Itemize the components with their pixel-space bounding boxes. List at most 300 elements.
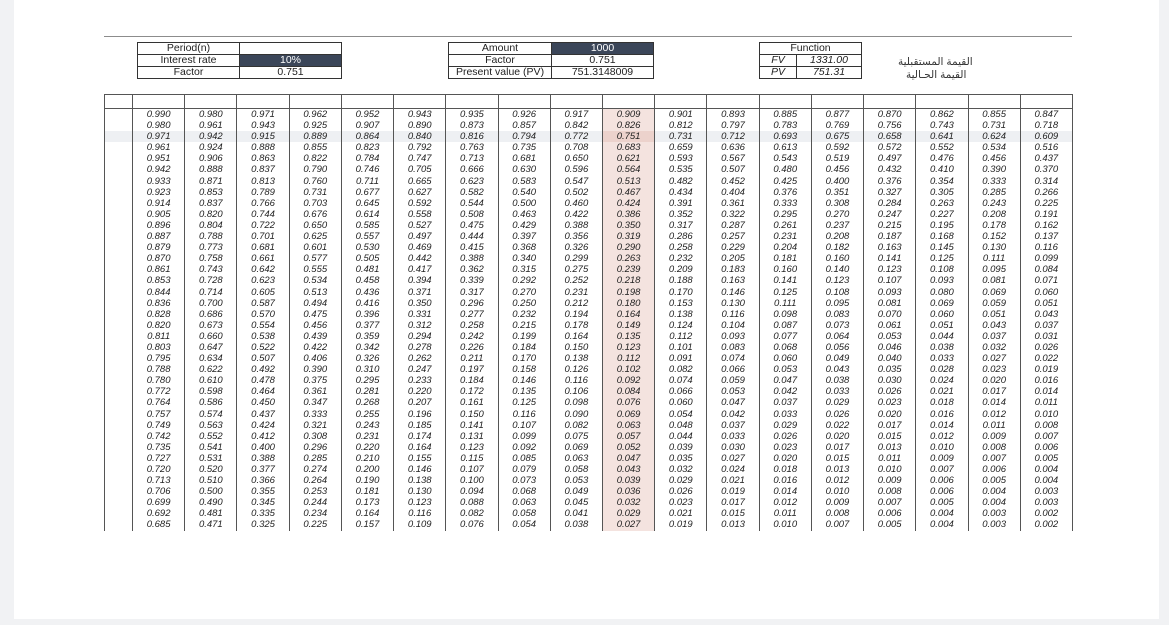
arabic-present-value-label: القيمة الحـالية: [906, 69, 967, 81]
factor-cell: 0.535: [655, 164, 707, 175]
factor-cell: 0.347: [289, 397, 341, 408]
factor-cell: 0.123: [446, 442, 498, 453]
factor-cell: 0.281: [341, 386, 393, 397]
factor-cell: 0.926: [498, 109, 550, 121]
factor-cell: 0.017: [968, 386, 1020, 397]
factor-cell: 0.016: [759, 475, 811, 486]
factor-cell: 0.508: [446, 209, 498, 220]
factor-cell: 0.425: [759, 176, 811, 187]
factor-cell: 0.295: [341, 375, 393, 386]
factor-cell: 0.149: [602, 320, 654, 331]
factor-cell: 0.108: [811, 287, 863, 298]
factor-cell: 0.924: [185, 142, 237, 153]
table-row: [105, 497, 1073, 508]
factor-cell: 0.091: [655, 353, 707, 364]
factor-cell: 0.009: [864, 475, 916, 486]
factor-cell: 0.744: [237, 209, 289, 220]
factor-cell: 0.024: [916, 375, 968, 386]
factor-cell: 0.106: [550, 386, 602, 397]
factor-cell: 0.404: [707, 187, 759, 198]
factor-cell: 0.585: [341, 220, 393, 231]
factor-cell: 0.376: [864, 176, 916, 187]
factor-cell: 0.424: [602, 198, 654, 209]
factor-cell: 0.215: [498, 320, 550, 331]
factor-cell: 0.060: [1020, 287, 1072, 298]
factor-cell: 0.008: [864, 486, 916, 497]
page-edge-bottom: [0, 619, 1169, 625]
row-header-cell: [105, 331, 133, 342]
factor-cell: 0.079: [498, 464, 550, 475]
factor-cell: 0.004: [916, 508, 968, 519]
factor-cell: 0.355: [237, 486, 289, 497]
factor-cell: 0.370: [1020, 164, 1072, 175]
factor-cell: 0.713: [446, 153, 498, 164]
factor-cell: 0.115: [446, 453, 498, 464]
factor-cell: 0.005: [864, 519, 916, 530]
factor-cell: 0.039: [655, 442, 707, 453]
factor-cell: 0.530: [341, 242, 393, 253]
factor-cell: 0.784: [341, 153, 393, 164]
factor-cell: 0.478: [237, 375, 289, 386]
factor-cell: 0.130: [968, 242, 1020, 253]
present-value-label: Present value (PV): [449, 67, 552, 79]
factor-cell: 0.510: [185, 475, 237, 486]
factor-cell: 0.647: [185, 342, 237, 353]
pv-label: PV: [760, 67, 797, 79]
factor-cell: 0.592: [811, 142, 863, 153]
factor-cell: 0.107: [864, 275, 916, 286]
factor-cell: 0.084: [1020, 264, 1072, 275]
factor-cell: 0.326: [550, 242, 602, 253]
factor-cell: 0.006: [864, 508, 916, 519]
factor-cell: 0.083: [707, 342, 759, 353]
row-header-cell: [105, 475, 133, 486]
table-row: [105, 120, 1073, 131]
factor-cell: 0.108: [916, 264, 968, 275]
factor-cell: 0.231: [759, 231, 811, 242]
factor-cell: 0.038: [811, 375, 863, 386]
period-value[interactable]: [240, 43, 342, 55]
factor-cell: 0.700: [185, 298, 237, 309]
row-header-cell: [105, 497, 133, 508]
factor-cell: 0.059: [968, 298, 1020, 309]
factor-cell: 0.321: [289, 420, 341, 431]
factor-cell: 0.820: [185, 209, 237, 220]
row-header-cell: [105, 298, 133, 309]
factor-cell: 0.803: [133, 342, 185, 353]
factor-cell: 0.764: [133, 397, 185, 408]
factor-cell: 0.181: [341, 486, 393, 497]
row-header-cell: [105, 209, 133, 220]
factor-cell: 0.041: [550, 508, 602, 519]
factor-cell: 0.394: [394, 275, 446, 286]
factor-cell: 0.598: [185, 386, 237, 397]
factor-cell: 0.731: [968, 120, 1020, 131]
factor-cell: 0.686: [185, 309, 237, 320]
factor-cell: 0.660: [185, 331, 237, 342]
header-cell: [237, 95, 289, 109]
factor-cell: 0.368: [498, 242, 550, 253]
factor-cell: 0.885: [759, 109, 811, 121]
factor-cell: 0.522: [237, 342, 289, 353]
factor-cell: 0.051: [916, 320, 968, 331]
row-header-cell: [105, 253, 133, 264]
factor-cell: 0.069: [968, 287, 1020, 298]
factor-cell: 0.220: [341, 442, 393, 453]
row-header-cell: [105, 198, 133, 209]
header-cell: [1020, 95, 1072, 109]
factor-cell: 0.270: [498, 287, 550, 298]
factor-cell: 0.185: [394, 420, 446, 431]
factor-cell: 0.043: [1020, 309, 1072, 320]
factor-cell: 0.232: [655, 253, 707, 264]
factor-cell: 0.513: [289, 287, 341, 298]
factor-cell: 0.180: [602, 298, 654, 309]
factor-cell: 0.322: [707, 209, 759, 220]
factor-cell: 0.743: [185, 264, 237, 275]
factor-cell: 0.074: [707, 353, 759, 364]
factor-cell: 0.623: [446, 176, 498, 187]
factor-cell: 0.952: [341, 109, 393, 121]
factor-cell: 0.093: [916, 275, 968, 286]
factor-cell: 0.044: [655, 431, 707, 442]
factor-cell: 0.842: [550, 120, 602, 131]
factor-cell: 0.773: [185, 242, 237, 253]
factor-cell: 0.587: [237, 298, 289, 309]
factor-cell: 0.047: [707, 397, 759, 408]
factor-cell: 0.112: [655, 331, 707, 342]
factor-cell: 0.207: [394, 397, 446, 408]
factor-cell: 0.442: [394, 253, 446, 264]
factor-cell: 0.160: [759, 264, 811, 275]
row-header-cell: [105, 309, 133, 320]
factor-cell: 0.666: [446, 164, 498, 175]
factor-cell: 0.135: [498, 386, 550, 397]
table-row: [105, 242, 1073, 253]
factor-cell: 0.027: [707, 453, 759, 464]
factor-cell: 0.102: [602, 364, 654, 375]
factor-cell: 0.823: [341, 142, 393, 153]
factor-cell: 0.772: [550, 131, 602, 142]
factor-cell: 0.570: [237, 309, 289, 320]
factor-cell: 0.146: [498, 375, 550, 386]
factor-cell: 0.572: [864, 142, 916, 153]
table-row: [105, 187, 1073, 198]
factor-cell: 0.873: [446, 120, 498, 131]
factor-cell: 0.029: [759, 420, 811, 431]
factor-cell: 0.794: [498, 131, 550, 142]
row-header-cell: [105, 420, 133, 431]
factor-cell: 0.010: [811, 486, 863, 497]
factor-cell: 0.003: [1020, 497, 1072, 508]
table-row: [105, 420, 1073, 431]
factor-cell: 0.076: [446, 519, 498, 530]
factor-cell: 0.126: [550, 364, 602, 375]
factor-cell: 0.037: [1020, 320, 1072, 331]
factor-cell: 0.708: [550, 142, 602, 153]
factor-cell: 0.005: [1020, 453, 1072, 464]
factor-cell: 0.312: [394, 320, 446, 331]
header-cell: [864, 95, 916, 109]
factor-cell: 0.123: [811, 275, 863, 286]
factor-cell: 0.610: [185, 375, 237, 386]
factor-cell: 0.677: [341, 187, 393, 198]
factor-cell: 0.544: [446, 198, 498, 209]
factor-cell: 0.006: [916, 486, 968, 497]
factor-cell: 0.116: [498, 409, 550, 420]
factor-cell: 0.417: [394, 264, 446, 275]
factor-cell: 0.242: [446, 331, 498, 342]
factor-cell: 0.540: [498, 187, 550, 198]
factor-cell: 0.361: [289, 386, 341, 397]
factor-cell: 0.004: [968, 486, 1020, 497]
fv-label: FV: [760, 55, 797, 67]
factor-label: Factor: [138, 67, 240, 79]
factor-cell: 0.377: [341, 320, 393, 331]
factor-cell: 0.059: [707, 375, 759, 386]
row-header-cell: [105, 409, 133, 420]
table-row: [105, 287, 1073, 298]
factor-cell: 0.174: [394, 431, 446, 442]
factor-cell: 0.601: [289, 242, 341, 253]
factor-cell: 0.410: [916, 164, 968, 175]
factor-cell: 0.022: [1020, 353, 1072, 364]
factor-cell: 0.400: [237, 442, 289, 453]
factor-cell: 0.933: [133, 176, 185, 187]
factor-cell: 0.295: [759, 209, 811, 220]
row-header-cell: [105, 320, 133, 331]
header-cell: [289, 95, 341, 109]
header-cell: [105, 95, 133, 109]
factor-cell: 0.030: [707, 442, 759, 453]
factor-cell: 0.901: [655, 109, 707, 121]
factor-cell: 0.335: [237, 508, 289, 519]
factor-cell: 0.220: [394, 386, 446, 397]
factor-cell: 0.636: [707, 142, 759, 153]
factor-cell: 0.032: [968, 342, 1020, 353]
factor-cell: 0.047: [602, 453, 654, 464]
factor-cell: 0.743: [916, 120, 968, 131]
factor-cell: 0.197: [446, 364, 498, 375]
table-row: [105, 486, 1073, 497]
factor-cell: 0.871: [185, 176, 237, 187]
row-header-cell: [105, 353, 133, 364]
table-row: [105, 198, 1073, 209]
table-row: [105, 231, 1073, 242]
factor-cell: 0.980: [185, 109, 237, 121]
factor-cell: 0.558: [394, 209, 446, 220]
row-header-cell: [105, 120, 133, 131]
factor-cell: 0.788: [133, 364, 185, 375]
factor-cell: 0.210: [341, 453, 393, 464]
factor-cell: 0.943: [237, 120, 289, 131]
interest-rate-value[interactable]: 10%: [240, 55, 342, 67]
factor-cell: 0.735: [498, 142, 550, 153]
factor-cell: 0.476: [916, 153, 968, 164]
factor-cell: 0.371: [394, 287, 446, 298]
factor-cell: 0.145: [916, 242, 968, 253]
factor-cell: 0.053: [864, 331, 916, 342]
factor-cell: 0.853: [185, 187, 237, 198]
factor-cell: 0.844: [133, 287, 185, 298]
factor-cell: 0.076: [602, 397, 654, 408]
factor-cell: 0.066: [707, 364, 759, 375]
factor-cell: 0.130: [707, 298, 759, 309]
factor-cell: 0.490: [185, 497, 237, 508]
factor-cell: 0.870: [133, 253, 185, 264]
factor-cell: 0.534: [289, 275, 341, 286]
factor-cell: 0.205: [707, 253, 759, 264]
factor-cell: 0.022: [811, 420, 863, 431]
factor-cell: 0.828: [133, 309, 185, 320]
factor-cell: 0.554: [237, 320, 289, 331]
function-box: [759, 42, 862, 79]
factor-cell: 0.673: [185, 320, 237, 331]
amount-value[interactable]: 1000: [552, 43, 654, 55]
factor-cell: 0.048: [655, 420, 707, 431]
factor-cell: 0.701: [237, 231, 289, 242]
factor-cell: 0.469: [394, 242, 446, 253]
amount-box: [448, 42, 654, 79]
factor-cell: 0.325: [237, 519, 289, 530]
factor-cell: 0.033: [811, 386, 863, 397]
factor-cell: 0.131: [446, 431, 498, 442]
table-row: [105, 142, 1073, 153]
factor-cell: 0.296: [289, 442, 341, 453]
row-header-cell: [105, 187, 133, 198]
factor-cell: 0.795: [133, 353, 185, 364]
factor-cell: 0.888: [237, 142, 289, 153]
factor-cell: 0.317: [655, 220, 707, 231]
factor-cell: 0.068: [759, 342, 811, 353]
factor-cell: 0.003: [968, 519, 1020, 530]
factor-cell: 0.204: [759, 242, 811, 253]
factor-cell: 0.980: [133, 120, 185, 131]
factor-cell: 0.388: [446, 253, 498, 264]
factor-cell: 0.019: [1020, 364, 1072, 375]
factor-cell: 0.422: [289, 342, 341, 353]
factor-cell: 0.014: [968, 397, 1020, 408]
factor-cell: 0.198: [602, 287, 654, 298]
header-cell: [655, 95, 707, 109]
factor-cell: 0.058: [498, 508, 550, 519]
factor-cell: 0.082: [446, 508, 498, 519]
factor-cell: 0.243: [341, 420, 393, 431]
factor-cell: 0.157: [341, 519, 393, 530]
factor-cell: 0.138: [655, 309, 707, 320]
row-header-cell: [105, 519, 133, 530]
factor-cell: 0.006: [1020, 442, 1072, 453]
table-row: [105, 508, 1073, 519]
factor-cell: 0.024: [707, 464, 759, 475]
factor-cell: 0.837: [237, 164, 289, 175]
factor-cell: 0.665: [394, 176, 446, 187]
factor-cell: 0.150: [446, 409, 498, 420]
factor-cell: 0.564: [602, 164, 654, 175]
factor-cell: 0.327: [864, 187, 916, 198]
factor-cell: 0.712: [707, 131, 759, 142]
factor-cell: 0.889: [289, 131, 341, 142]
factor-cell: 0.107: [446, 464, 498, 475]
factor-cell: 0.630: [498, 164, 550, 175]
factor-cell: 0.027: [602, 519, 654, 530]
factor-cell: 0.502: [550, 187, 602, 198]
factor-cell: 0.990: [133, 109, 185, 121]
factor-cell: 0.481: [341, 264, 393, 275]
factor-cell: 0.013: [864, 442, 916, 453]
factor-cell: 0.028: [916, 364, 968, 375]
factor-cell: 0.033: [707, 431, 759, 442]
factor-cell: 0.507: [707, 164, 759, 175]
factor-cell: 0.039: [602, 475, 654, 486]
factor-cell: 0.614: [341, 209, 393, 220]
factor-cell: 0.200: [341, 464, 393, 475]
factor-cell: 0.011: [864, 453, 916, 464]
factor-cell: 0.150: [550, 342, 602, 353]
factor-cell: 0.191: [1020, 209, 1072, 220]
factor-cell: 0.002: [1020, 519, 1072, 530]
factor-cell: 0.012: [811, 475, 863, 486]
factor-cell: 0.155: [394, 453, 446, 464]
factor-cell: 0.780: [133, 375, 185, 386]
factor-cell: 0.164: [394, 442, 446, 453]
factor-cell: 0.026: [811, 409, 863, 420]
row-header-cell: [105, 375, 133, 386]
factor-cell: 0.009: [916, 453, 968, 464]
factor-cell: 0.038: [916, 342, 968, 353]
factor-cell: 0.038: [550, 519, 602, 530]
factor-cell: 0.531: [185, 453, 237, 464]
factor-cell: 0.153: [655, 298, 707, 309]
factor-cell: 0.437: [1020, 153, 1072, 164]
factor-cell: 0.098: [550, 397, 602, 408]
row-header-cell: [105, 508, 133, 519]
factor-cell: 0.274: [289, 464, 341, 475]
factor-cell: 0.406: [289, 353, 341, 364]
factor-cell: 0.054: [498, 519, 550, 530]
factor-cell: 0.263: [602, 253, 654, 264]
factor-cell: 0.188: [655, 275, 707, 286]
factor-cell: 0.356: [550, 231, 602, 242]
row-header-cell: [105, 364, 133, 375]
factor-cell: 0.075: [550, 431, 602, 442]
row-header-cell: [105, 287, 133, 298]
factor-cell: 0.058: [550, 464, 602, 475]
factor-cell: 0.049: [811, 353, 863, 364]
factor-cell: 0.168: [916, 231, 968, 242]
factor-cell: 0.146: [707, 287, 759, 298]
arabic-future-value-label: القيمة المستقبلية: [898, 56, 973, 68]
factor-cell: 0.681: [237, 242, 289, 253]
factor-cell: 0.181: [759, 253, 811, 264]
factor-cell: 0.693: [759, 131, 811, 142]
header-cell: [550, 95, 602, 109]
factor-cell: 0.915: [237, 131, 289, 142]
factor-cell: 0.060: [916, 309, 968, 320]
factor-cell: 0.014: [916, 420, 968, 431]
factor-cell: 0.069: [550, 442, 602, 453]
factor-cell: 0.033: [759, 409, 811, 420]
factor-cell: 0.797: [707, 120, 759, 131]
row-header-cell: [105, 131, 133, 142]
factor-cell: 0.452: [707, 176, 759, 187]
table-row: [105, 131, 1073, 142]
factor-cell: 0.007: [916, 464, 968, 475]
factor-cell: 0.416: [341, 298, 393, 309]
factor-cell: 0.026: [759, 431, 811, 442]
factor-cell: 0.415: [446, 242, 498, 253]
factor-cell: 0.011: [759, 508, 811, 519]
